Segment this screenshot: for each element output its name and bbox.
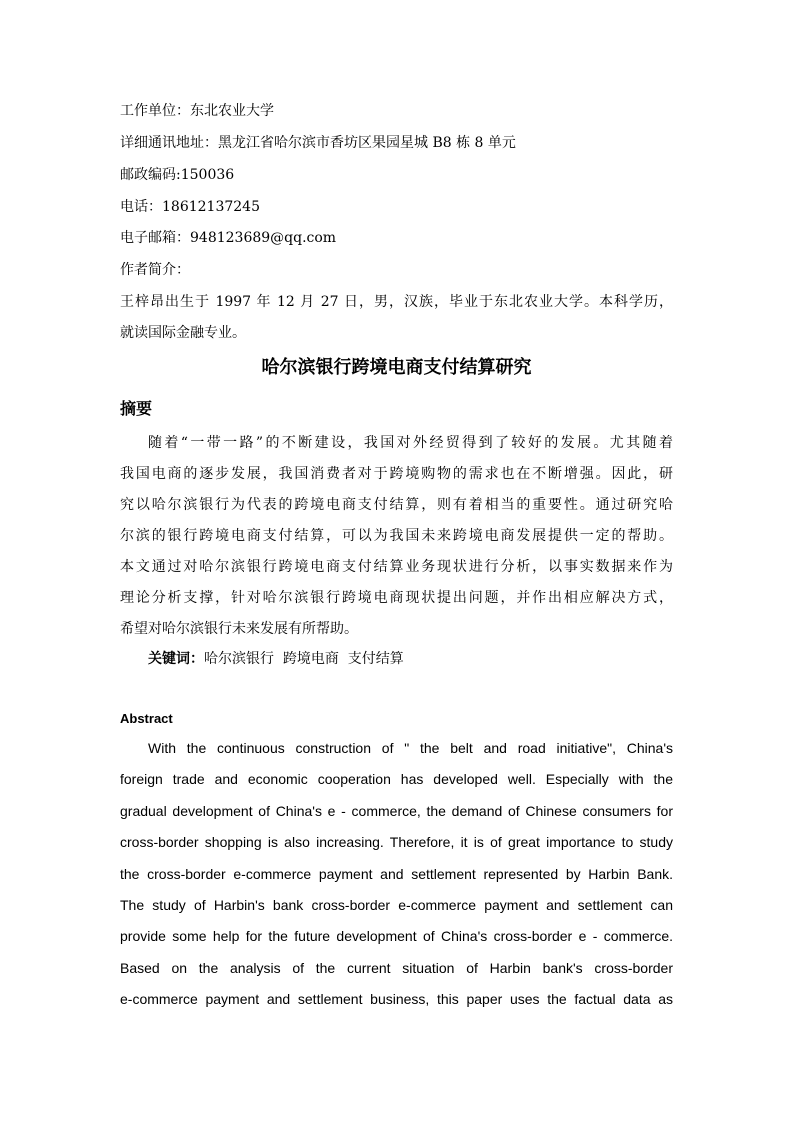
abstract-zh-line: 尔滨的银行跨境电商支付结算，可以为我国未来跨境电商发展提供一定的帮助。 [120, 528, 673, 544]
abstract-en-line: e-commerce payment and settlement business, this paper uses the factual data as [120, 991, 673, 1008]
bio-line: 王梓昂出生于 1997 年 12 月 27 日，男，汉族，毕业于东北农业大学。本科学历， [120, 294, 673, 310]
abstract-en-line: provide some help for the future development of China's cross-border e - commerce. [120, 928, 673, 945]
keywords [148, 648, 404, 670]
phone: 电话：18612137245 [120, 199, 260, 215]
postal-code: 邮政编码:150036 [120, 167, 235, 183]
abstract-en-line: cross-border shopping is also increasing. Therefore, it is of great importance to study [120, 834, 673, 851]
bio-line: 就读国际金融专业。 [120, 325, 246, 341]
abstract-zh-line: 本文通过对哈尔滨银行跨境电商支付结算业务现状进行分析，以事实数据来作为 [120, 559, 673, 575]
abstract-zh-line: 随着“一带一路”的不断建设，我国对外经贸得到了较好的发展。尤其随着 [148, 435, 673, 451]
address: 详细通讯地址：黑龙江省哈尔滨市香坊区果园星城 B8 栋 8 单元 [120, 135, 516, 151]
abstract-en [120, 733, 673, 1016]
keywords-label: 关键词： [148, 651, 204, 667]
abstract-zh-heading: 摘要 [120, 399, 153, 418]
abstract-zh-line: 究以哈尔滨银行为代表的跨境电商支付结算，则有着相当的重要性。通过研究哈 [120, 497, 673, 513]
keywords-value: 哈尔滨银行 跨境电商 支付结算 [204, 651, 404, 667]
abstract-en-line: The study of Harbin's bank cross-border e-commerce payment and settlement can [120, 896, 673, 913]
abstract-en-heading: Abstract [120, 711, 173, 726]
paper-title: 哈尔滨银行跨境电商支付结算研究 [261, 357, 532, 378]
abstract-zh-line: 希望对哈尔滨银行未来发展有所帮助。 [120, 621, 358, 637]
bio-label: 作者简介： [120, 262, 190, 278]
abstract-en-line: the cross-border e-commerce payment and settlement represented by Harbin Bank. [120, 865, 673, 882]
abstract-en-line: Based on the analysis of the current situation of Harbin bank's cross-border [120, 959, 673, 976]
abstract-en-line: gradual development of China's e - commerce, the demand of Chinese consumers for [120, 802, 673, 819]
work-unit: 工作单位：东北农业大学 [120, 103, 274, 119]
abstract-zh-line: 理论分析支撑，针对哈尔滨银行跨境电商现状提出问题，并作出相应解决方式， [120, 590, 673, 606]
abstract-en-line: foreign trade and economic cooperation has developed well. Especially with the [120, 771, 673, 788]
abstract-en-line: With the continuous construction of " the belt and road initiative", China's [148, 740, 673, 756]
abstract-zh [120, 428, 673, 645]
email: 电子邮箱：948123689@qq.com [120, 230, 337, 246]
author-bio [120, 287, 673, 349]
abstract-zh-line: 我国电商的逐步发展，我国消费者对于跨境购物的需求也在不断增强。因此，研 [120, 466, 673, 482]
